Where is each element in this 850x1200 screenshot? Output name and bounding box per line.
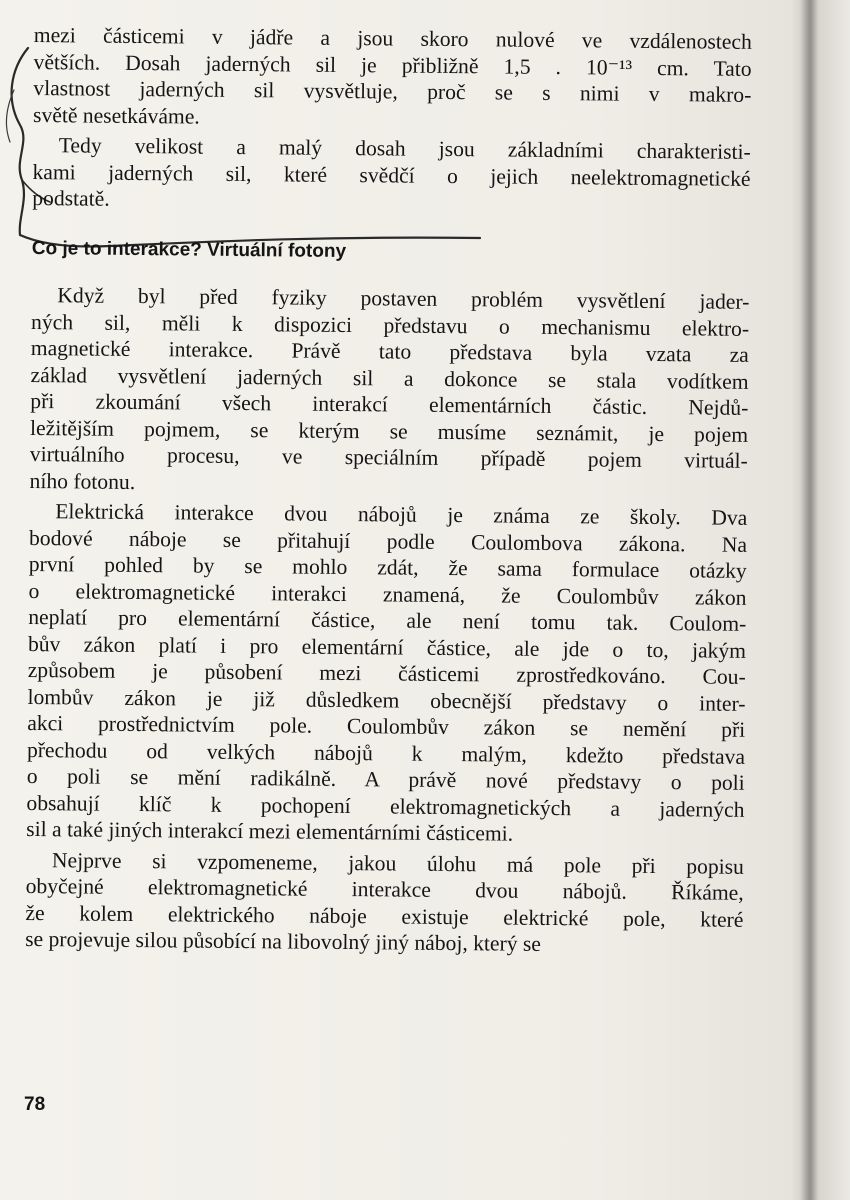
text-line: způsobem je působení mezi částicemi zprostředkováno. Cou- — [27, 657, 746, 689]
text-line: mezi částicemi v jádře a jsou skoro nulové ve vzdálenostech — [33, 22, 752, 54]
text-line: bův zákon platí i pro elementární částice, ale jde o to, jakým — [27, 631, 747, 663]
text-line: virtuálního procesu, ve speciálním případě pojem virtuál- — [29, 441, 748, 473]
text-line: ního fotonu. — [29, 468, 136, 494]
text-line: sil a také jiných interakcí mezi elementárními částicemi. — [26, 816, 514, 846]
text-line: základ vysvětlení jaderných sil a dokonce se stala vodítkem — [30, 362, 749, 394]
section-heading: Co je to interakce? Virtuální fotony — [31, 237, 347, 262]
text-line: ných sil, měli k dispozici představu o mechanismu elektro- — [31, 309, 750, 341]
page-text — [25, 22, 752, 959]
paragraph — [32, 132, 751, 218]
text-line: se projevuje silou působící na libovolný jiný náboj, který se — [25, 926, 542, 956]
paragraph — [29, 282, 749, 501]
text-line: větších. Dosah jaderných sil je přibližně 1,5 . 10⁻¹³ cm. Tato — [33, 49, 752, 81]
text-line: akci prostřednictvím pole. Coulombův zákon se nemění při — [27, 710, 746, 742]
text-line: Nejprve si vzpomeneme, jakou úlohu má pole při popisu — [51, 847, 745, 879]
text-line: podstatě. — [32, 185, 110, 211]
page-number: 78 — [24, 1094, 46, 1115]
text-line: světě nesetkáváme. — [32, 102, 200, 129]
text-line: Tedy velikost a malý dosah jsou základními charakteristi- — [58, 133, 751, 164]
text-line: obsahují klíč k pochopení elektromagnetických a jaderných — [26, 790, 745, 822]
paragraph — [33, 22, 752, 135]
text-line: první pohled by se mohlo zdát, že sama formulace otázky — [28, 551, 747, 583]
text-line: bodové náboje se přitahují podle Coulombova zákona. Na — [28, 525, 748, 557]
main-paragraphs — [25, 282, 749, 959]
text-line: při zkoumání všech interakcí elementárních částic. Nejdů- — [30, 388, 749, 420]
text-line: o elektromagnetické interakci znamená, že Coulombův zákon — [28, 578, 747, 610]
text-line: obyčejné elektromagnetické interakce dvou nábojů. Říkáme, — [25, 873, 744, 905]
text-line: neplatí pro elementární částice, ale není tomu tak. Coulom- — [28, 604, 747, 636]
paragraph — [25, 846, 744, 959]
top-paragraphs — [32, 22, 752, 218]
text-line: lombův zákon je již důsledkem obecnější představy o inter- — [27, 684, 746, 716]
text-line: o poli se mění radikálně. A právě nové představy o poli — [26, 763, 745, 795]
text-line: Elektrická interakce dvou nábojů je známa ze školy. Dva — [55, 499, 748, 530]
text-line: vlastnost jaderných sil vysvětluje, proč se s nimi v makro- — [33, 75, 752, 107]
text-line: kami jaderných sil, které svědčí o jejich neelektromagnetické — [32, 159, 751, 191]
text-line: přechodu od velkých nábojů k malým, kdežto představa — [26, 737, 746, 769]
page-gutter-shadow — [800, 0, 818, 1200]
text-line: že kolem elektrického náboje existuje elektrické pole, které — [25, 900, 744, 932]
text-line: Když byl před fyziky postaven problém vysvětlení jader- — [57, 283, 750, 314]
paragraph — [26, 498, 747, 849]
text-line: ležitějším pojmem, se kterým se musíme seznámit, je pojem — [29, 415, 749, 447]
text-line: magnetické interakce. Právě tato představa byla vzata za — [30, 335, 749, 367]
